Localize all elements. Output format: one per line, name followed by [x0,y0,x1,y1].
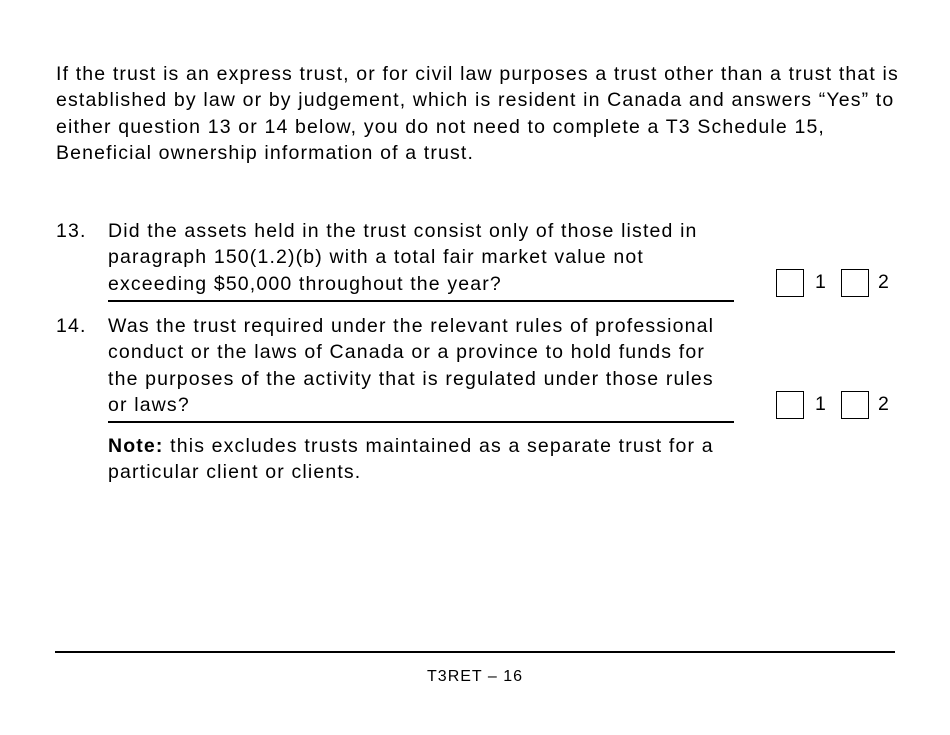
q13-option-2-checkbox[interactable] [841,269,869,297]
question-number: 14. [56,315,87,337]
q14-option-1-checkbox[interactable] [776,391,804,419]
question-text: Was the trust required under the relevant rules of professional conduct or the laws of Canada or a province to hold funds for the purposes of the activity that is regulated under those rules or laws? [108,313,734,423]
question-text: Did the assets held in the trust consist only of those listed in paragraph 150(1.2)(b) with a total fair market value not exceeding $50,000 throughout the year? [108,218,734,302]
footer-divider [55,651,895,653]
page-number: T3RET – 16 [427,668,523,685]
q14-option-1-label: 1 [815,393,826,415]
q14-option-2-label: 2 [878,393,889,415]
intro-paragraph: If the trust is an express trust, or for civil law purposes a trust other than a trust that is established by law or by judgement, which is resident in Canada and answers “Yes” to either question 13 or 14 below, you do not need to complete a T3 Schedule 15, Beneficial ownership information of a trust. [56,63,899,164]
q14-option-2-checkbox[interactable] [841,391,869,419]
note [108,433,748,486]
q13-option-1-checkbox[interactable] [776,269,804,297]
q13-option-1-label: 1 [815,271,826,293]
q13-option-2-label: 2 [878,271,889,293]
question-number: 13. [56,220,87,242]
note-label: Note: [108,435,164,457]
note-text: this excludes trusts maintained as a separate trust for a particular client or clients. [108,435,714,484]
